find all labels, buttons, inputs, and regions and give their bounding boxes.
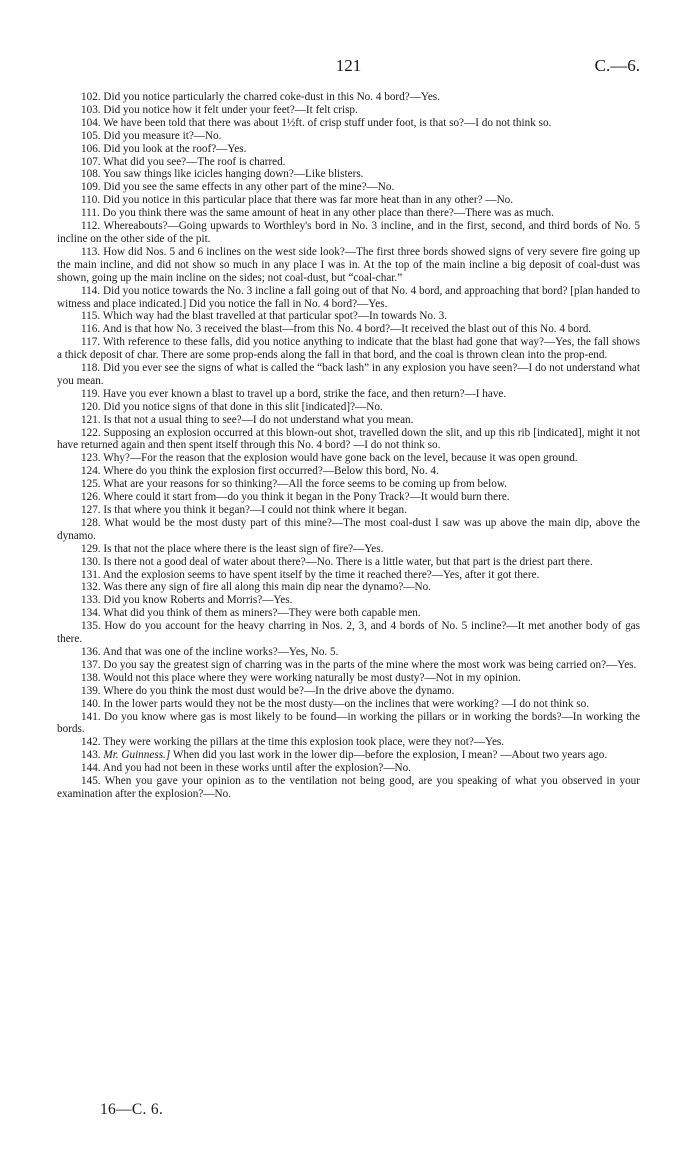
question-answer-text: Is that where you think it began?—I could not think where it began. [103, 504, 407, 516]
question-number: 103. [81, 103, 101, 116]
qa-entry [57, 711, 640, 737]
question-answer-text: Is that not the place where there is the least sign of fire?—Yes. [103, 542, 384, 555]
qa-entry [57, 181, 640, 194]
question-number: 133. [81, 594, 101, 607]
question-number: 104. [81, 116, 101, 129]
question-answer-text: When did you last work in the lower dip—before the explosion, I mean? —About two years ago. [172, 749, 608, 762]
question-number: 109. [81, 181, 101, 194]
question-answer-text: Whereabouts?—Going upwards to Worthley's bord in No. 3 incline, and in the first, second, and third bords of No. 5 incline on the other side of the pit. [57, 220, 640, 245]
question-number: 128. [81, 516, 101, 529]
question-answer-text: Did you notice how it felt under your feet?—It felt crisp. [103, 103, 358, 116]
question-answer-text: We have been told that there was about 1½ft. of crisp stuff under foot, is that so?—I do not think so. [103, 116, 552, 129]
qa-entry [57, 465, 640, 478]
question-number: 111. [81, 207, 100, 220]
qa-entry [57, 736, 640, 749]
question-number: 129. [81, 542, 101, 555]
qa-entry [57, 594, 640, 607]
question-answer-text: What would be the most dusty part of this mine?—The most coal-dust I saw was up above the main dip, above the dynamo. [57, 516, 640, 542]
qa-entry [57, 156, 640, 169]
qa-entry [57, 556, 640, 569]
question-number: 108. [81, 168, 101, 181]
question-number: 113. [81, 245, 101, 258]
qa-entry [57, 762, 640, 775]
qa-entry [57, 336, 640, 362]
question-number: 130. [81, 555, 101, 568]
question-answer-text: You saw things like icicles hanging down?—Like blisters. [102, 168, 364, 181]
page-number: 121 [335, 56, 362, 75]
question-answer-text: Was there any sign of fire all along this main dip near the dynamo?—No. [103, 581, 431, 594]
question-answer-text: What are your reasons for so thinking?—All the force seems to be coming up from below. [103, 478, 507, 491]
question-answer-text: Which way had the blast travelled at that particular spot?—In towards No. 3. [102, 310, 447, 323]
question-answer-text: In the lower parts would they not be the most dusty—on the inclines that were working? —I do not think so. [103, 697, 590, 710]
qa-entry [57, 323, 640, 336]
question-number: 126. [81, 491, 101, 504]
question-answer-text: Did you notice signs of that done in this slit [indicated]?—No. [103, 400, 383, 413]
question-answer-text: Did you notice towards the No. 3 incline a fall going out of that No. 4 bord, and approaching that bord? [plan handed to witness and place indicated.] Did you notice the fall in No. 4 bord?—Yes. [57, 284, 641, 310]
question-answer-text: Is there not a good deal of water about there?—No. There is a little water, but that part is the driest part there. [103, 555, 593, 568]
question-number: 118. [81, 362, 101, 375]
qa-entry [57, 749, 640, 762]
question-number: 140. [81, 697, 101, 710]
question-answer-text: Did you know Roberts and Morris?—Yes. [103, 594, 293, 607]
question-number: 134. [81, 607, 101, 620]
question-number: 125. [81, 478, 101, 491]
question-number: 124. [81, 465, 101, 478]
question-number: 144. [81, 762, 101, 775]
page-header [57, 56, 640, 78]
question-number: 119. [81, 387, 101, 400]
question-number: 145. [81, 775, 101, 788]
printer-signature-mark: 16—C. 6. [100, 1101, 164, 1118]
question-number: 127. [81, 504, 101, 516]
question-answer-text: Did you measure it?—No. [103, 129, 222, 142]
qa-entry [57, 491, 640, 504]
qa-entry [57, 775, 640, 801]
qa-entry [57, 104, 640, 117]
question-answer-text: They were working the pillars at the time this explosion took place, were they not?—Yes. [103, 736, 505, 749]
question-answer-text: Would not this place where they were working naturally be most dusty?—Not in my opinion. [103, 671, 521, 684]
question-number: 142. [81, 736, 101, 749]
question-number: 116. [81, 323, 101, 336]
qa-entry [57, 194, 640, 207]
question-number: 135. [81, 620, 101, 633]
question-number: 102. [81, 91, 101, 103]
qa-entry [57, 607, 640, 620]
qa-entry [57, 581, 640, 594]
question-answer-text: Do you say the greatest sign of charring was in the parts of the mine where the most work was being carried on?—Yes. [103, 658, 637, 671]
qa-entry [57, 504, 640, 517]
question-answer-text: Where do you think the most dust would be?—In the drive above the dynamo. [103, 684, 455, 697]
question-answer-text: And that was one of the incline works?—Yes, No. 5. [102, 645, 339, 658]
series-code: C.—6. [594, 56, 640, 75]
qa-entry [57, 285, 640, 311]
qa-entry [57, 672, 640, 685]
qa-entry [57, 646, 640, 659]
qa-entry [57, 91, 640, 104]
question-number: 110. [81, 194, 101, 207]
qa-entry [57, 117, 640, 130]
question-number: 115. [81, 310, 101, 323]
question-number: 106. [81, 142, 101, 155]
question-answer-text: Why?—For the reason that the explosion would have gone back on the level, because it was open ground. [103, 452, 578, 465]
qa-entry [57, 452, 640, 465]
question-number: 123. [81, 452, 101, 465]
qa-entry [57, 220, 640, 246]
qa-entry [57, 388, 640, 401]
question-number: 141. [81, 710, 101, 723]
qa-entry [57, 698, 640, 711]
question-answer-text: Did you notice particularly the charred coke-dust in this No. 4 bord?—Yes. [103, 91, 440, 103]
question-number: 139. [81, 684, 101, 697]
question-number: 105. [81, 129, 101, 142]
question-answer-text: Supposing an explosion occurred at this blown-out shot, travelled down the slit, and up this rib [indicated], might it not have returned again and then spent itself through this No. 4 bord? —I do not think so. [57, 426, 640, 452]
question-answer-text: What did you see?—The roof is charred. [103, 155, 286, 168]
question-answer-text: And is that how No. 3 received the blast—from this No. 4 bord?—It received the blast out of this No. 4 bord. [102, 323, 592, 336]
question-number: 138. [81, 671, 101, 684]
question-answer-text: Did you see the same effects in any other part of the mine?—No. [103, 181, 395, 194]
question-number: 122. [81, 426, 101, 439]
question-number: 143. [81, 749, 101, 762]
qa-entry [57, 246, 640, 285]
question-number: 121. [81, 413, 101, 426]
qa-entry [57, 478, 640, 491]
question-number: 137. [81, 658, 101, 671]
speaker-label: Mr. Guinness.] [103, 749, 171, 762]
question-answer-text: With reference to these falls, did you notice anything to indicate that the blast had gone that way?—Yes, the fall shows a thick deposit of char. There are some prop-ends along the fall in that bord, and the coal is thrown clean into the prop-end. [57, 336, 640, 362]
qa-entry [57, 620, 640, 646]
testimony-body [57, 91, 640, 801]
question-number: 136. [81, 645, 101, 658]
qa-entry [57, 207, 640, 220]
question-number: 117. [81, 336, 101, 349]
question-answer-text: Where do you think the explosion first occurred?—Below this bord, No. 4. [103, 465, 439, 478]
qa-entry [57, 685, 640, 698]
qa-entry [57, 130, 640, 143]
qa-entry [57, 543, 640, 556]
question-answer-text: Do you know where gas is most likely to be found—in working the pillars or in working the bords?—In working the bords. [57, 710, 640, 736]
qa-entry [57, 401, 640, 414]
question-answer-text: What did you think of them as miners?—They were both capable men. [103, 607, 421, 620]
question-answer-text: Do you think there was the same amount of heat in any other place than there?—There was as much. [102, 207, 554, 220]
qa-entry [57, 168, 640, 181]
question-answer-text: And the explosion seems to have spent itself by the time it reached there?—Yes, after it got there. [102, 568, 540, 581]
question-number: 132. [81, 581, 101, 594]
question-answer-text: Did you look at the roof?—Yes. [103, 142, 247, 155]
question-answer-text: Did you notice in this particular place that there was far more heat than in any other? —No. [102, 194, 514, 207]
question-answer-text: When you gave your opinion as to the ventilation not being good, are you speaking of what you observed in your examination after the explosion?—No. [57, 775, 640, 800]
qa-entry [57, 659, 640, 672]
question-answer-text: Where could it start from—do you think it began in the Pony Track?—It would burn there. [103, 491, 510, 504]
qa-entry [57, 414, 640, 427]
question-answer-text: Is that not a usual thing to see?—I do not understand what you mean. [103, 413, 414, 426]
question-number: 114. [81, 284, 101, 297]
qa-entry [57, 517, 640, 543]
qa-entry [57, 143, 640, 156]
question-answer-text: How did Nos. 5 and 6 inclines on the west side look?—The first three bords showed signs of very severe fire going up the main incline, and did not show so much in any place I was in. At the top of the main incline a big deposit of coal-dust was shown, going up the main incline on the sides; not coal-dust, but “coal-char.” [57, 245, 641, 284]
qa-entry [57, 569, 640, 582]
question-answer-text: And you had not been in these works until after the explosion?—No. [102, 762, 411, 775]
qa-entry [57, 362, 640, 388]
question-answer-text: Have you ever known a blast to travel up a bord, strike the face, and then return?—I have. [102, 387, 507, 400]
question-number: 120. [81, 400, 101, 413]
question-number: 112. [81, 220, 101, 233]
qa-entry [57, 310, 640, 323]
question-number: 131. [81, 568, 101, 581]
qa-entry [57, 427, 640, 453]
question-number: 107. [81, 155, 101, 168]
question-answer-text: Did you ever see the signs of what is called the “back lash” in any explosion you have seen?—I do not understand what you mean. [57, 362, 640, 387]
question-answer-text: How do you account for the heavy charring in Nos. 2, 3, and 4 bords of No. 5 incline?—It met another body of gas there. [57, 620, 640, 646]
